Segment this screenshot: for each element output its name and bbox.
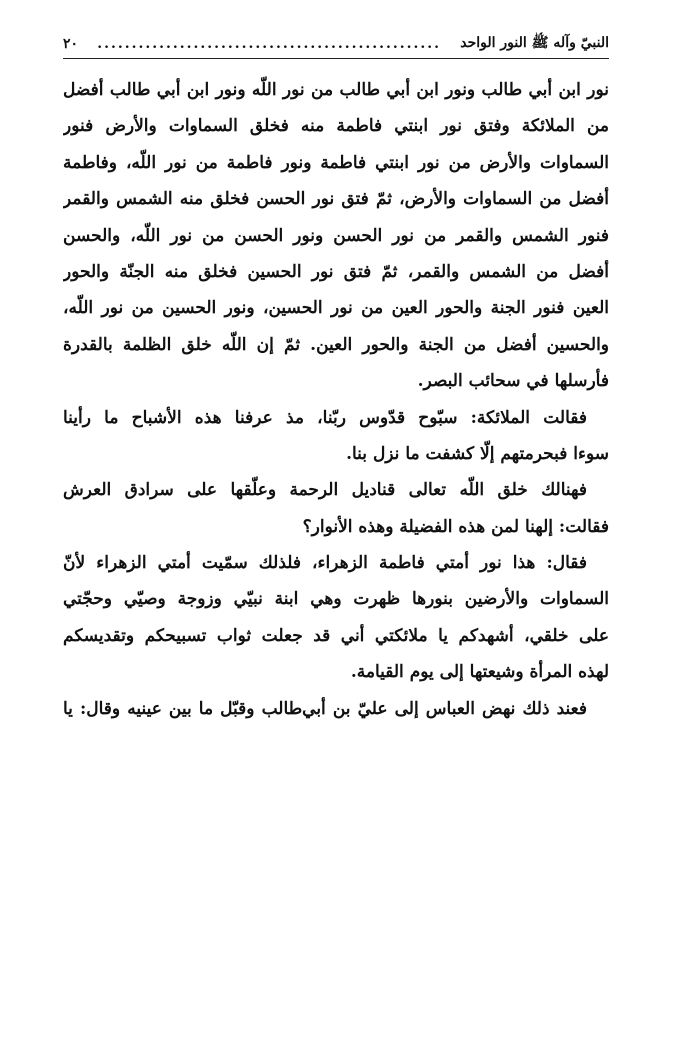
- running-title: النبيّ وآله ﷺ النور الواحد: [460, 35, 609, 51]
- text-line: أفضل من الشمس والقمر، ثمّ فتق نور الحسين فخلق منه الجنّة والحور: [63, 261, 609, 282]
- page-header: [63, 30, 609, 59]
- text-line: والحسين أفضل من الجنة والحور العين. ثمّ إن اللّه خلق الظلمة بالقدرة: [63, 334, 609, 355]
- text-line: فقالت الملائكة: سبّوح قدّوس ربّنا، مذ عرفنا هذه الأشباح ما رأينا: [63, 407, 587, 428]
- text-line: نور ابن أبي طالب ونور ابن أبي طالب من نور اللّه ونور ابن أبي طالب أفضل: [63, 80, 609, 100]
- text-line: سوءا فبحرمتهم إلّا كشفت ما نزل بنا.: [346, 443, 609, 464]
- text-line: فعند ذلك نهض العباس إلى عليّ بن أبي‌طالب وقبّل ما بين عينيه وقال: يا: [63, 698, 587, 719]
- body-text: [63, 72, 609, 727]
- text-line: من الملائكة وفتق نور ابنتي فاطمة منه فخلق السماوات والأرض فنور: [63, 116, 609, 137]
- header-leader-dots: ..................................................: [97, 36, 441, 52]
- text-line: العين فنور الجنة والحور العين من نور الحسين، ونور الحسين من نور اللّه،: [63, 298, 609, 319]
- text-line: السماوات والأرض من نور ابنتي فاطمة ونور فاطمة من نور اللّه، وفاطمة: [63, 152, 609, 173]
- text-line: فقالت: إلهنا لمن هذه الفضيلة وهذه الأنوار؟: [302, 516, 609, 537]
- text-line: السماوات والأرضين بنورها ظهرت وهي ابنة نبيّي وزوجة وصيّي وحجّتي: [63, 589, 609, 610]
- text-line: لهذه المرأة وشيعتها إلى يوم القيامة.: [350, 662, 609, 683]
- page-number: ٢٠: [63, 36, 79, 52]
- text-line: فقال: هذا نور أمتي فاطمة الزهراء، فلذلك سمّيت أمتي الزهراء لأنّ: [63, 553, 587, 574]
- text-line: فنور الشمس والقمر من نور الحسن ونور الحسن من نور اللّه، والحسن: [63, 225, 609, 246]
- text-line: على خلقي، أشهدكم يا ملائكتي أني قد جعلت ثواب تسبيحكم وتقديسكم: [63, 625, 609, 646]
- text-line: أفضل من السماوات والأرض، ثمّ فتق نور الحسن فخلق منه الشمس والقمر: [63, 189, 609, 210]
- text-line: فهنالك خلق اللّه تعالى قناديل الرحمة وعلّقها على سرادق العرش: [63, 480, 587, 501]
- text-line: فأرسلها في سحائب البصر.: [417, 371, 609, 392]
